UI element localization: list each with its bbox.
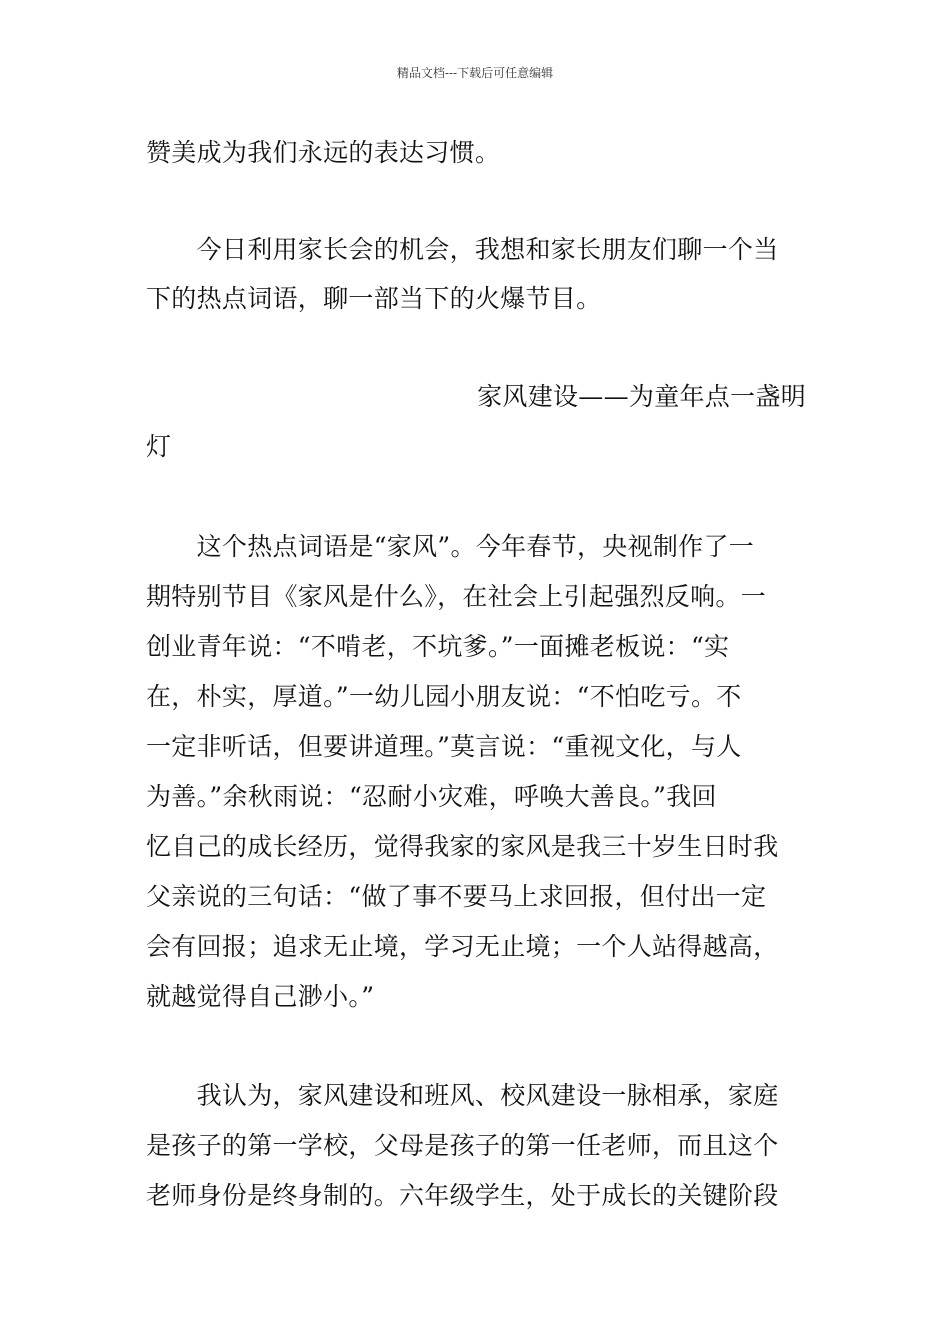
text-line: 父亲说的三句话：“做了事不要马上求回报，但付出一定 <box>146 882 767 911</box>
section-heading-continued: 灯 <box>146 432 172 461</box>
text-line: 我认为，家风建设和班风、校风建设一脉相承，家庭 <box>146 1081 779 1110</box>
text-line: 会有回报；追求无止境，学习无止境；一个人站得越高， <box>146 932 779 961</box>
text-line: 老师身份是终身制的。六年级学生，处于成长的关键阶段 <box>146 1181 779 1210</box>
text-line: 这个热点词语是“家风”。今年春节，央视制作了一 <box>146 532 755 561</box>
page-header: 精品文档---下载后可任意编辑 <box>396 66 554 80</box>
text-line: 期特别节目《家风是什么》，在社会上引起强烈反响。一 <box>146 582 767 611</box>
text-line: 在，朴实，厚道。”一幼儿园小朋友说：“不怕吃亏。不 <box>146 682 742 711</box>
text-line: 下的热点词语，聊一部当下的火爆节目。 <box>146 284 602 313</box>
text-line: 是孩子的第一学校，父母是孩子的第一任老师，而且这个 <box>146 1131 779 1160</box>
text-line: 创业青年说：“不啃老，不坑爹。”一面摊老板说：“实 <box>146 632 730 661</box>
text-line: 赞美成为我们永远的表达习惯。 <box>146 138 501 167</box>
text-line: 一定非听话，但要讲道理。”莫言说：“重视文化，与人 <box>146 732 742 761</box>
text-line: 就越觉得自己渺小。” <box>146 982 375 1011</box>
text-line: 今日利用家长会的机会，我想和家长朋友们聊一个当 <box>146 235 779 264</box>
section-heading: 家风建设——为童年点一盏明 <box>477 382 806 411</box>
text-line: 为善。”余秋雨说：“忍耐小灾难，呼唤大善良。”我回 <box>146 782 717 811</box>
text-line: 忆自己的成长经历，觉得我家的家风是我三十岁生日时我 <box>146 832 779 861</box>
